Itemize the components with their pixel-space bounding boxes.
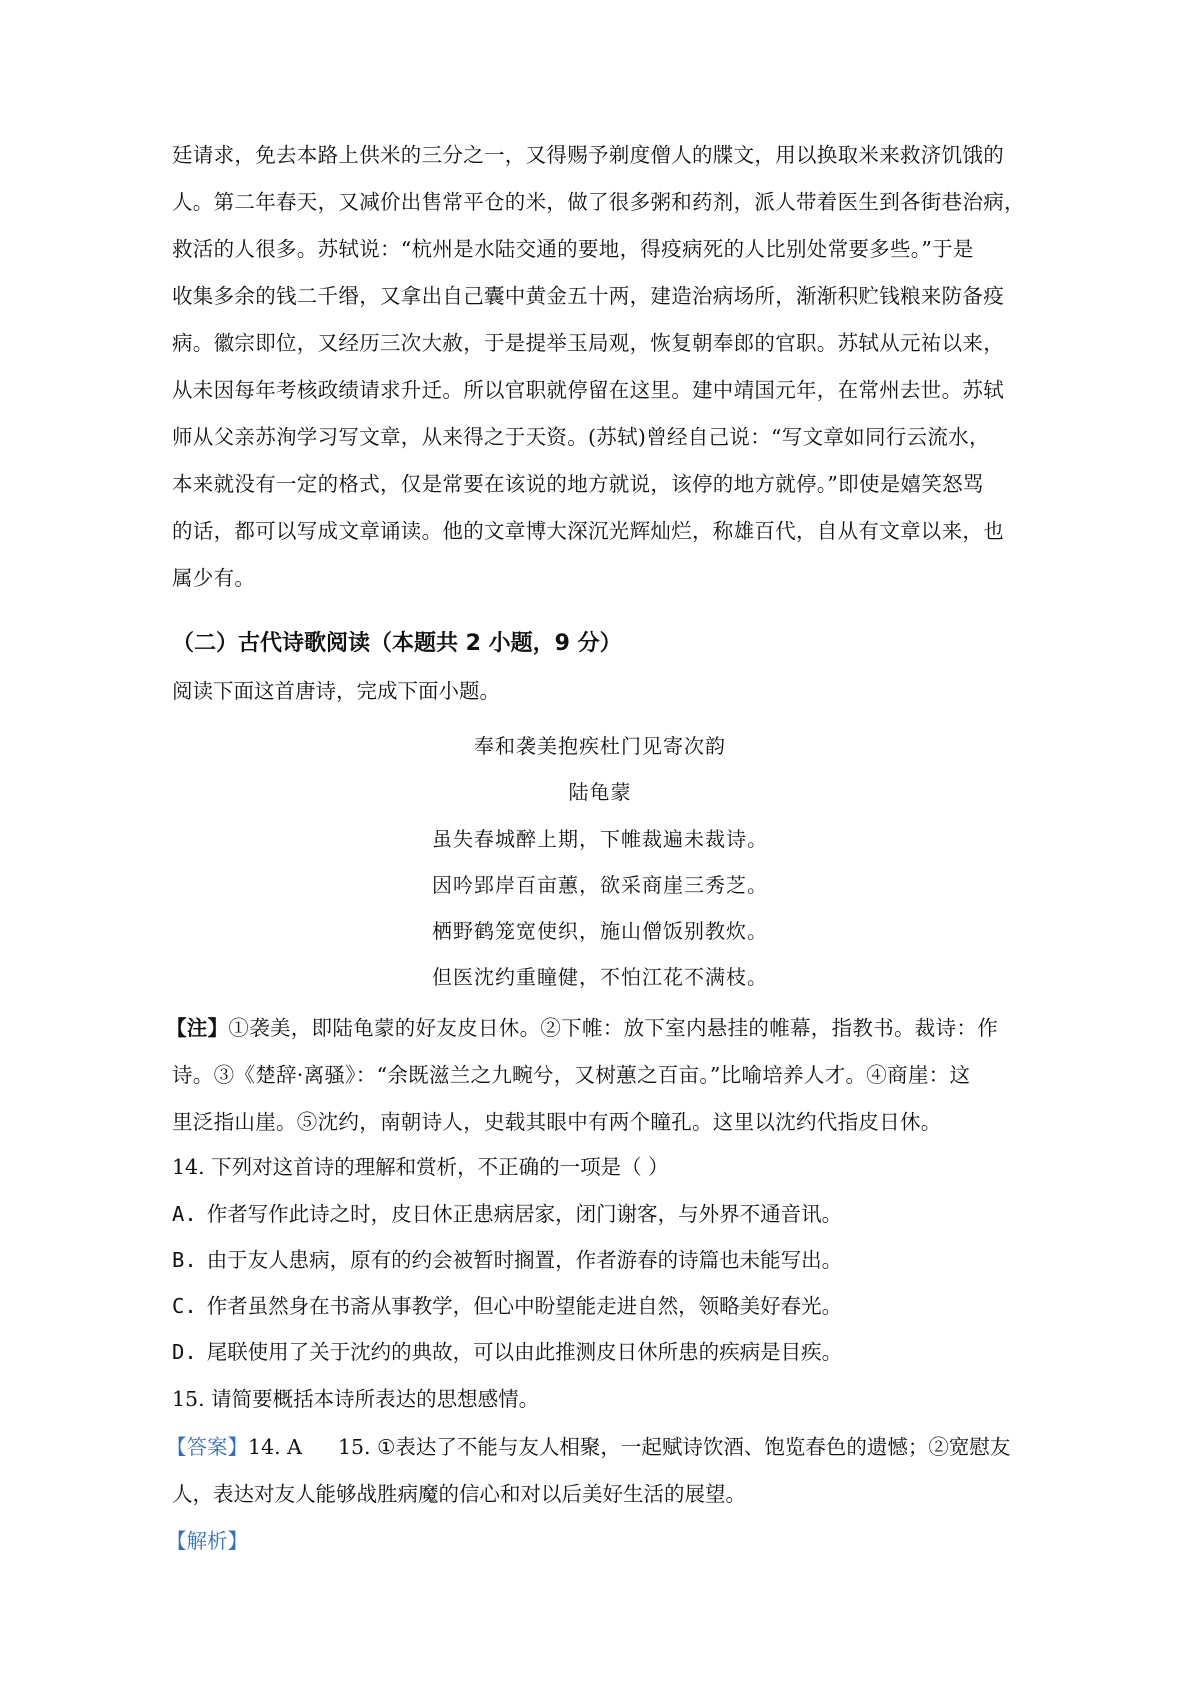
note-block [166, 1005, 1040, 1146]
translation-line: 本来就没有一定的格式，仅是常要在该说的地方就说，该停的地方就停。”即使是嬉笑怒骂 [172, 472, 984, 496]
answer-15-line2: 人，表达对友人能够战胜病魔的信心和对以后美好生活的展望。 [172, 1482, 746, 1506]
translation-line: 属少有。 [172, 566, 256, 590]
analysis-tag [166, 1524, 248, 1554]
option-text: 由于友人患病，原有的约会被暂时搁置，作者游春的诗篇也未能写出。 [206, 1248, 843, 1272]
question-15-stem: 15. 请简要概括本诗所表达的思想感情。 [172, 1387, 540, 1411]
question-14-stem: 14. 下列对这首诗的理解和赏析，不正确的一项是（ ） [172, 1155, 669, 1179]
translation-line: 救活的人很多。苏轼说：“杭州是水陆交通的要地，得疫病死的人比别处常要多些。”于是 [172, 237, 974, 261]
translation-line: 从未因每年考核政绩请求升迁。所以官职就停留在这里。建中靖国元年，在常州去世。苏轼 [172, 378, 1004, 402]
translation-paragraph [172, 132, 1040, 602]
option-b [172, 1243, 842, 1273]
option-d [172, 1335, 842, 1365]
poem-title: 奉和袭美抱疾杜门见寄次韵 [474, 734, 726, 758]
answer-tag: 【答案】 [166, 1435, 248, 1459]
poem-line: 栖野鹤笼宽使织，施山僧饭别教炊。 [432, 919, 768, 943]
translation-line: 病。徽宗即位，又经历三次大赦，于是提举玉局观，恢复朝奉郎的官职。苏轼从元祐以来， [172, 331, 1004, 355]
option-letter: D. [172, 1340, 197, 1364]
translation-line: 人。第二年春天，又减价出售常平仓的米，做了很多粥和药剂，派人带着医生到各街巷治病， [172, 190, 1025, 214]
poem-line: 因吟郢岸百亩蕙，欲采商崖三秀芝。 [432, 873, 768, 897]
option-a [172, 1197, 842, 1227]
poem-line: 虽失春城醉上期，下帷裁遍未裁诗。 [432, 827, 768, 851]
option-c [172, 1289, 842, 1319]
instruction-text: 阅读下面这首唐诗，完成下面小题。 [172, 679, 500, 703]
option-text: 尾联使用了关于沈约的典故，可以由此推测皮日休所患的疾病是目疾。 [206, 1340, 843, 1364]
note-line: 诗。③《楚辞·离骚》：“余既滋兰之九畹兮，又树蕙之百亩。”比喻培养人才。④商崖：这 [172, 1063, 971, 1087]
section-heading: （二）古代诗歌阅读（本题共 2 小题，9 分） [172, 631, 622, 656]
translation-line: 收集多余的钱二千缗，又拿出自己囊中黄金五十两，建造治病场所，渐渐积贮钱粮来防备疫 [172, 284, 1004, 308]
translation-line: 廷请求，免去本路上供米的三分之一，又得赐予剃度僧人的牒文，用以换取米来救济饥饿的 [172, 143, 1004, 167]
answer-14: 14. A [248, 1435, 302, 1459]
poem-author: 陆龟蒙 [568, 780, 632, 804]
translation-line: 师从父亲苏洵学习写文章，从来得之于天资。(苏轼)曾经自己说：“写文章如同行云流水， [172, 425, 990, 449]
note-text: ①袭美，即陆龟蒙的好友皮日休。②下帷：放下室内悬挂的帷幕，指教书。裁诗：作 [228, 1016, 999, 1040]
option-text: 作者写作此诗之时，皮日休正患病居家，闭门谢客，与外界不通音讯。 [206, 1202, 843, 1226]
answer-line [166, 1430, 1010, 1460]
translation-line: 的话，都可以写成文章诵读。他的文章博大深沉光辉灿烂，称雄百代，自从有文章以来，也 [172, 519, 1004, 543]
option-text: 作者虽然身在书斋从事教学，但心中盼望能走进自然，领略美好春光。 [206, 1294, 843, 1318]
answer-15-line1: 15. ①表达了不能与友人相聚，一起赋诗饮酒、饱览春色的遗憾；②宽慰友 [337, 1435, 1011, 1459]
analysis-label: 【解析】 [166, 1529, 248, 1553]
note-tag: 【注】 [166, 1016, 229, 1040]
note-line [166, 1005, 1040, 1052]
option-letter: B. [172, 1248, 197, 1272]
poem-line: 但医沈约重瞳健，不怕江花不满枝。 [432, 965, 768, 989]
option-letter: C. [172, 1294, 197, 1318]
note-line: 里泛指山崖。⑤沈约，南朝诗人，史载其眼中有两个瞳孔。这里以沈约代指皮日休。 [172, 1110, 942, 1134]
option-letter: A. [172, 1202, 197, 1226]
